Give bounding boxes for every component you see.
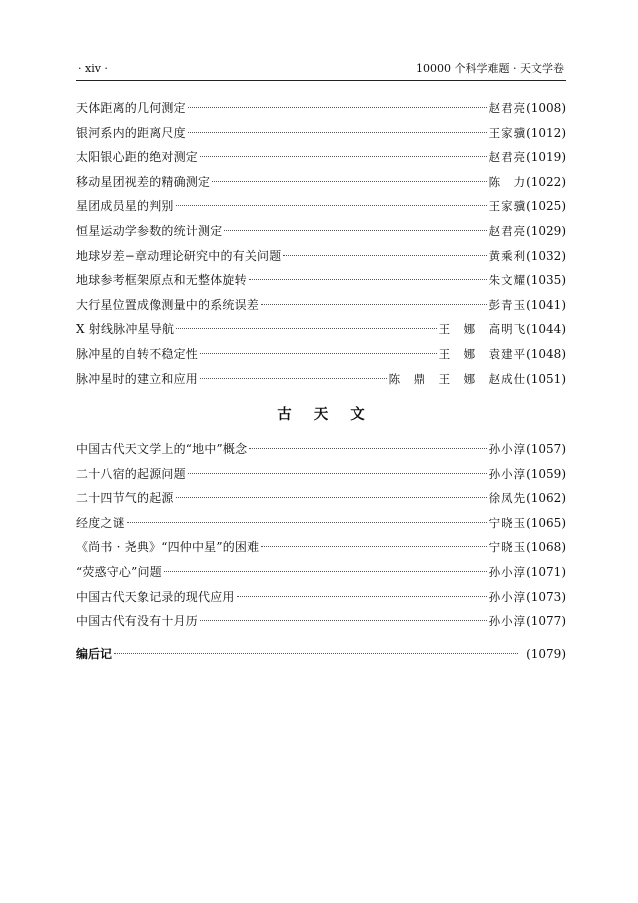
toc-entry-title: 太阳银心距的绝对测定 [76,150,199,165]
toc-entry[interactable] [76,121,566,146]
toc-entry-author: 陈 鼎 王 娜 赵成仕 [388,371,527,386]
page-number: · xiv · [78,62,108,75]
toc-entry[interactable] [76,194,566,219]
toc-leader [224,230,486,231]
toc-entry-page: (1065) [526,515,566,530]
toc-entry-title: 中国古代有没有十月历 [76,614,199,629]
toc-leader [114,653,518,654]
toc-entry-author: 孙小淳 [488,466,527,481]
toc-entry[interactable] [76,560,566,585]
toc-entry-page: (1077) [526,614,566,629]
toc-entry-author: 徐凤先 [488,491,527,506]
toc-entry-postscript[interactable] [76,642,566,667]
toc-entry-title: 中国古代天文学上的“地中”概念 [76,442,248,456]
toc-entry[interactable] [76,535,566,560]
toc-entry[interactable] [76,367,566,392]
toc-leader [176,328,436,329]
toc-entry[interactable] [76,244,566,269]
toc-entry-page: (1022) [526,174,566,189]
toc-section-1 [76,96,566,391]
toc-leader [188,132,487,133]
toc-entry-author: 孙小淳 [488,614,527,629]
toc-entry[interactable] [76,293,566,318]
toc-entry-author: 孙小淳 [488,442,527,456]
toc-entry-author: 王家骥 [488,125,527,140]
toc-leader [200,156,487,157]
toc-entry-author: 赵君亮 [488,150,527,165]
toc-leader [200,620,487,621]
toc-entry[interactable] [76,170,566,195]
toc-entry[interactable] [76,145,566,170]
toc-entry-title: 大行星位置成像测量中的系统误差 [76,297,260,312]
toc-entry-author: 宁晓玉 [488,515,527,530]
toc-entry-title: “荧惑守心”问题 [76,564,162,579]
toc-section-2 [76,437,566,634]
toc-entry-title: 星团成员星的判别 [76,199,174,214]
toc-entry[interactable] [76,437,566,462]
toc-entry-page: (1062) [526,491,566,506]
toc-entry[interactable] [76,317,566,342]
toc-postscript [76,642,566,667]
toc-entry-title: 天体距离的几何测定 [76,101,186,115]
header-rule [76,80,566,81]
toc-entry-title: 恒星运动学参数的统计测定 [76,223,223,238]
toc-entry[interactable] [76,96,566,121]
toc-entry-page: (1029) [526,223,566,238]
toc-entry-page: (1059) [526,466,566,481]
toc-entry[interactable] [76,585,566,610]
toc-leader [127,522,487,523]
toc-entry-author: 孙小淳 [488,564,527,579]
toc-leader [212,181,486,182]
toc-entry-page: (1044) [526,322,566,337]
toc-leader [261,304,487,305]
toc-entry-author: 彭青玉 [488,297,527,312]
toc-entry-author: 赵君亮 [488,101,527,115]
toc-entry-page: (1025) [526,199,566,214]
toc-entry-author: 王 娜 高明飞 [438,322,527,337]
toc-entry-title: 脉冲星的自转不稳定性 [76,346,199,361]
toc-entry-author: 赵君亮 [488,223,527,238]
toc-entry-page: (1032) [526,248,566,263]
toc-leader [176,497,487,498]
toc-entry-page: (1051) [526,371,566,386]
toc-entry[interactable] [76,486,566,511]
toc-entry-author: 朱文耀 [488,273,527,288]
page-header [78,60,564,78]
toc-leader [188,473,487,474]
toc-entry-author: 陈 力 [488,174,527,189]
toc-leader [200,378,387,379]
toc-entry-title: 编后记 [76,647,113,661]
toc-leader [188,107,487,108]
toc-leader [164,571,487,572]
toc-leader [249,279,487,280]
toc-leader [261,546,486,547]
toc-entry-author: 王 娜 袁建平 [438,346,527,361]
toc-leader [200,353,437,354]
toc-leader [237,596,487,597]
toc-entry[interactable] [76,609,566,634]
toc-entry-page: (1035) [526,273,566,288]
toc-entry-page: (1068) [526,540,566,555]
toc-entry-title: 二十四节气的起源 [76,491,174,506]
toc-entry-page: (1071) [526,564,566,579]
toc-entry-page: (1019) [526,150,566,165]
toc-entry-title: 《尚书 · 尧典》“四仲中星”的困难 [76,540,260,555]
toc-entry-title: 经度之谜 [76,515,125,530]
toc-entry[interactable] [76,268,566,293]
toc-leader [249,448,486,449]
toc-entry-author: 黄乘利 [488,248,527,263]
toc-entry[interactable] [76,219,566,244]
toc-entry-title: X 射线脉冲星导航 [76,322,175,337]
toc-entry-page: (1079) [526,647,566,661]
toc-entry-page: (1041) [526,297,566,312]
toc-entry-title: 银河系内的距离尺度 [76,125,186,140]
toc-entry-title: 移动星团视差的精确测定 [76,174,211,189]
toc-leader [176,205,487,206]
toc-entry-title: 二十八宿的起源问题 [76,466,186,481]
book-title: 10000 个科学难题 · 天文学卷 [416,62,564,75]
toc-entry-title: 地球参考框架原点和无整体旋转 [76,273,247,288]
toc-entry-title: 地球岁差−章动理论研究中的有关问题 [76,248,282,263]
toc-entry-title: 脉冲星时的建立和应用 [76,371,199,386]
toc-entry[interactable] [76,342,566,367]
toc-entry-page: (1073) [526,589,566,604]
toc-entry-author: 宁晓玉 [488,540,527,555]
toc-entry[interactable] [76,511,566,536]
toc-entry-page: (1048) [526,346,566,361]
toc-entry-page: (1008) [526,101,566,115]
toc-entry-page: (1057) [526,442,566,456]
section-heading: 古天文 [277,406,387,423]
toc-entry-author: 王家骥 [488,199,527,214]
toc-entry-title: 中国古代天象记录的现代应用 [76,589,235,604]
toc-entry-author: 孙小淳 [488,589,527,604]
toc-entry[interactable] [76,462,566,487]
toc-entry-page: (1012) [526,125,566,140]
toc-leader [283,255,486,256]
